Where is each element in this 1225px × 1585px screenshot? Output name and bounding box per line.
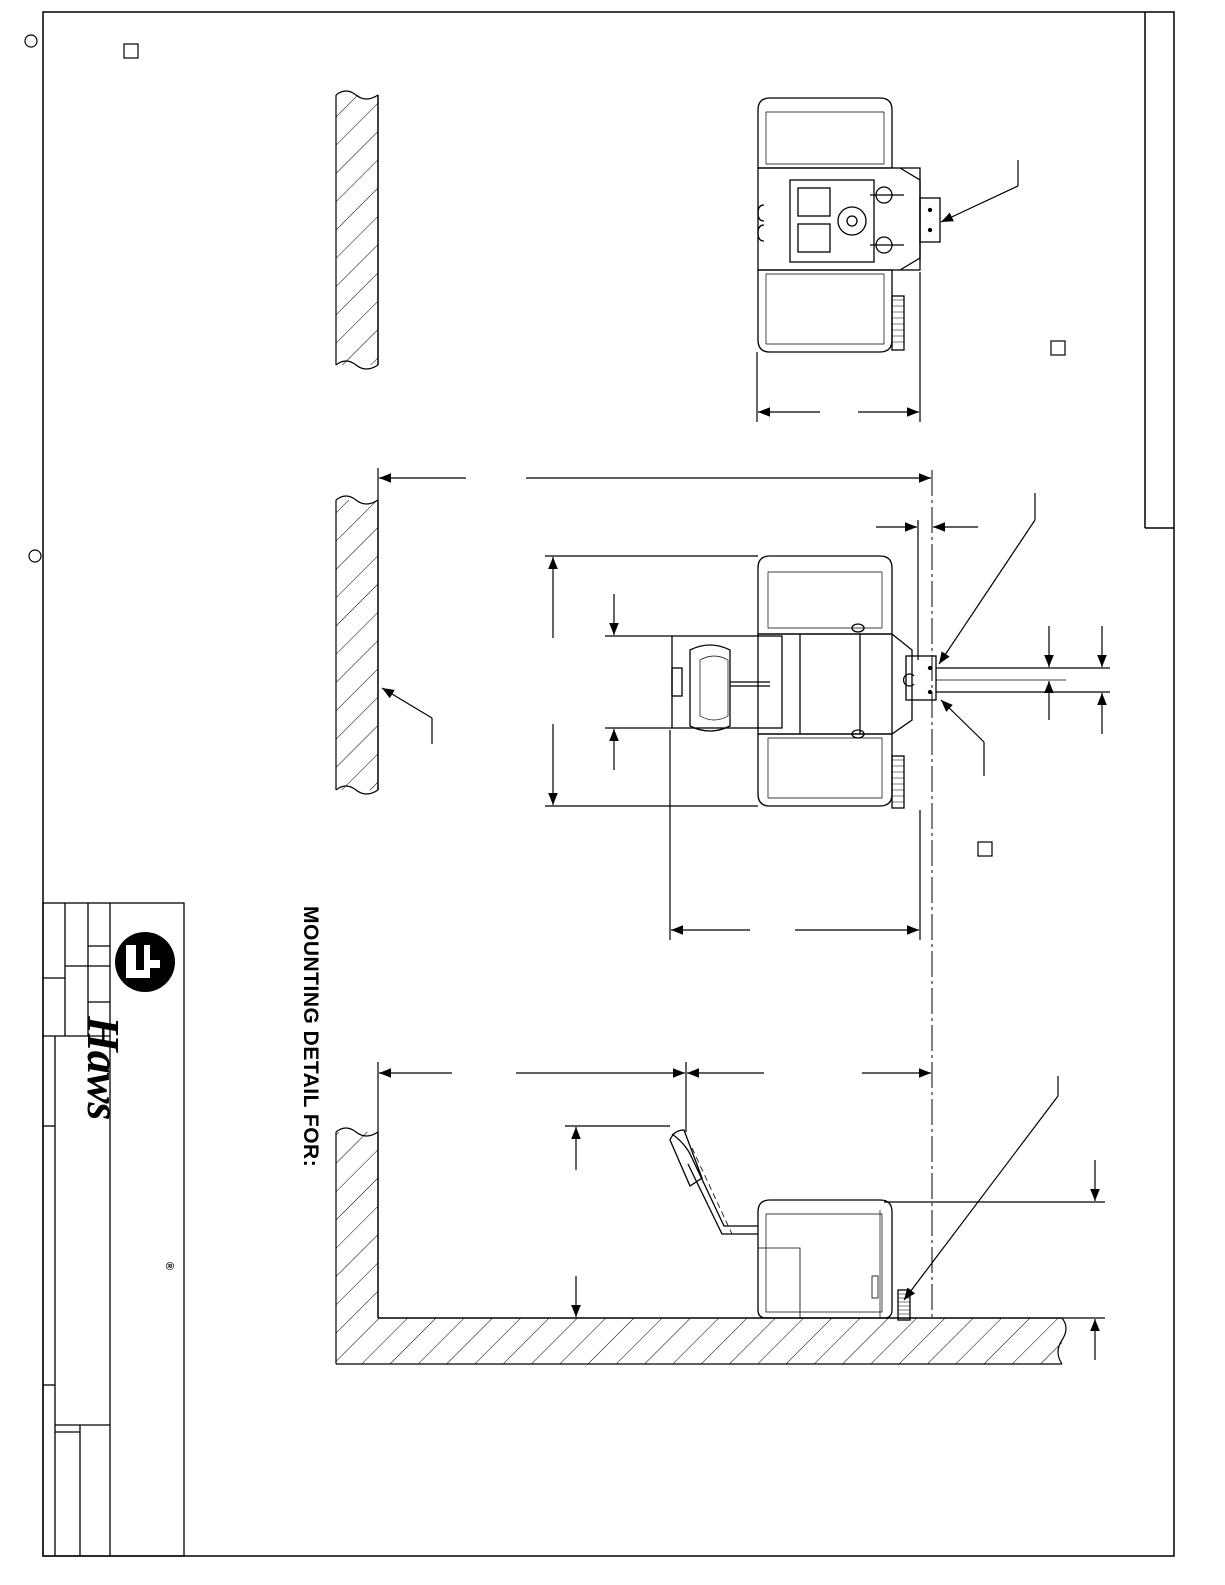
brand-wordmark: Haws xyxy=(78,1016,129,1120)
note-box-right xyxy=(1051,341,1065,355)
title-block xyxy=(43,903,184,1556)
dimension-wall-to-center xyxy=(378,468,931,500)
drawing-title: MOUNTING DETAIL FOR: xyxy=(299,906,322,1168)
dimension-top-width xyxy=(757,272,920,422)
wall-and-floor-section xyxy=(336,1128,1066,1364)
fixture-side-view xyxy=(670,1130,910,1320)
wall-section-top xyxy=(336,91,378,369)
dimension-cover-height xyxy=(565,1126,670,1317)
fixture-front-view xyxy=(758,98,940,352)
wall-section-middle xyxy=(336,496,378,794)
haws-logo-icon xyxy=(115,932,175,992)
binder-hole-middle xyxy=(29,550,41,562)
leader-top-plate xyxy=(941,160,1018,222)
dimension-hole-spacing xyxy=(936,626,1110,734)
leader-mounting-holes xyxy=(939,493,1035,776)
leader-side-valve xyxy=(904,1076,1058,1300)
dimension-plate-offset xyxy=(876,520,978,660)
leader-wall-middle xyxy=(382,688,432,744)
dimension-cover-to-center xyxy=(670,730,920,940)
revision-block xyxy=(1145,12,1174,528)
dimension-side-wall-to-cover xyxy=(378,1062,931,1132)
fixture-top-view xyxy=(672,556,936,808)
binder-hole-top xyxy=(25,35,37,47)
dimension-overall-length xyxy=(545,556,758,806)
note-box-top xyxy=(124,44,138,58)
registered-mark: ® xyxy=(163,1262,175,1271)
dimension-cover-width xyxy=(605,594,672,770)
note-box-middle xyxy=(978,842,992,856)
